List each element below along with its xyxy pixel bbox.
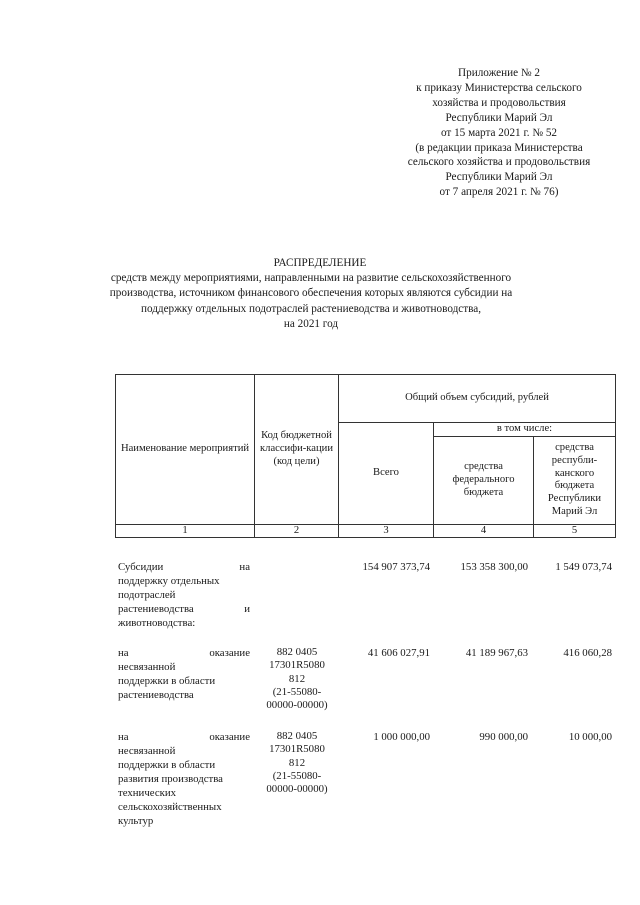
row-federal: 153 358 300,00: [460, 561, 528, 573]
row-name-line: подотраслей: [118, 589, 176, 601]
row-code-line: 882 0405: [276, 730, 318, 742]
distribution-table-header: [115, 374, 616, 538]
row-name-line: животноводства:: [118, 617, 196, 629]
row-code-line: 882 0405: [276, 646, 318, 658]
appendix-line: (в редакции приказа Министерства: [415, 141, 583, 154]
row-name-line: на оказание: [118, 647, 250, 659]
row-code-line: 812: [288, 756, 306, 769]
column-number: 3: [339, 524, 434, 537]
row-name-line: растениеводства и: [118, 603, 250, 615]
header-total-group: Общий объем субсидий, рублей: [339, 375, 616, 423]
row-name-line: Субсидии на: [118, 561, 250, 573]
appendix-line: от 15 марта 2021 г. № 52: [440, 126, 558, 139]
column-number: 2: [255, 524, 339, 537]
row-name-line: технических: [118, 787, 177, 799]
row-name: [118, 560, 250, 630]
header-name: Наименование мероприятий: [116, 375, 255, 525]
appendix-line: хозяйства и продовольствия: [432, 96, 566, 109]
column-number: 5: [534, 524, 616, 537]
row-federal: 41 189 967,63: [465, 647, 528, 659]
row-code: [256, 646, 338, 712]
appendix-line: Приложение № 2: [458, 67, 540, 79]
document-title: РАСПРЕДЕЛЕНИЕ: [273, 257, 367, 269]
row-republic: 10 000,00: [568, 731, 612, 743]
appendix-line: Республики Марий Эл: [445, 111, 553, 124]
row-republic: 416 060,28: [563, 647, 612, 659]
appendix-line: от 7 апреля 2021 г. № 76): [439, 186, 559, 199]
subtitle-line: средств между мероприятиями, направленными на развитие сельскохозяйственного: [110, 272, 512, 284]
row-name-line: поддержки в области: [118, 759, 216, 771]
row-code-line: (21-55080-: [272, 769, 322, 782]
appendix-line: Республики Марий Эл: [445, 171, 553, 184]
row-name-line: на оказание: [118, 731, 250, 743]
row-name-line: несвязанной: [118, 661, 176, 673]
row-name-line: несвязанной: [118, 745, 176, 757]
row-name-line: поддержки в области: [118, 675, 216, 687]
row-name: [118, 646, 250, 702]
row-federal: 990 000,00: [479, 731, 528, 743]
row-name-line: культур: [118, 815, 154, 827]
row-name-line: растениеводства: [118, 689, 194, 701]
column-number: 4: [434, 524, 534, 537]
row-name-line: поддержку отдельных: [118, 575, 220, 587]
document-subtitle: [108, 271, 514, 333]
header-republic: средства республи-канского бюджета Республики Марий Эл: [534, 436, 616, 524]
row-total: 1 000 000,00: [373, 731, 430, 743]
row-code-line: 812: [288, 672, 306, 685]
appendix-line: сельского хозяйства и продовольствия: [407, 156, 591, 169]
row-code-line: 00000-00000): [266, 699, 328, 712]
column-number: 1: [116, 524, 255, 537]
row-code-line: 00000-00000): [266, 783, 328, 796]
subtitle-line: производства, источником финансового обеспечения которых являются субсидии на: [109, 287, 513, 300]
row-total: 41 606 027,91: [367, 647, 430, 659]
row-code: [256, 730, 338, 796]
subtitle-line: поддержку отдельных подотраслей растениеводства и животноводства,: [140, 302, 482, 315]
row-code-line: 17301R5080: [269, 743, 325, 756]
row-republic: 1 549 073,74: [555, 561, 612, 573]
appendix-line: к приказу Министерства сельского: [416, 81, 582, 94]
row-code-line: 17301R5080: [269, 659, 325, 672]
appendix-header: [360, 66, 638, 200]
row-name-line: развития производства: [118, 773, 223, 785]
header-including: в том числе:: [434, 423, 616, 437]
header-code: Код бюджетной классифи-кации (код цели): [255, 375, 339, 525]
subtitle-line: на 2021 год: [283, 318, 339, 331]
header-total: Всего: [339, 423, 434, 525]
row-code-line: (21-55080-: [272, 685, 322, 698]
header-federal: средства федерального бюджета: [434, 436, 534, 524]
row-name-line: сельскохозяйственных: [118, 801, 222, 813]
row-total: 154 907 373,74: [362, 561, 430, 573]
row-name: [118, 730, 250, 828]
